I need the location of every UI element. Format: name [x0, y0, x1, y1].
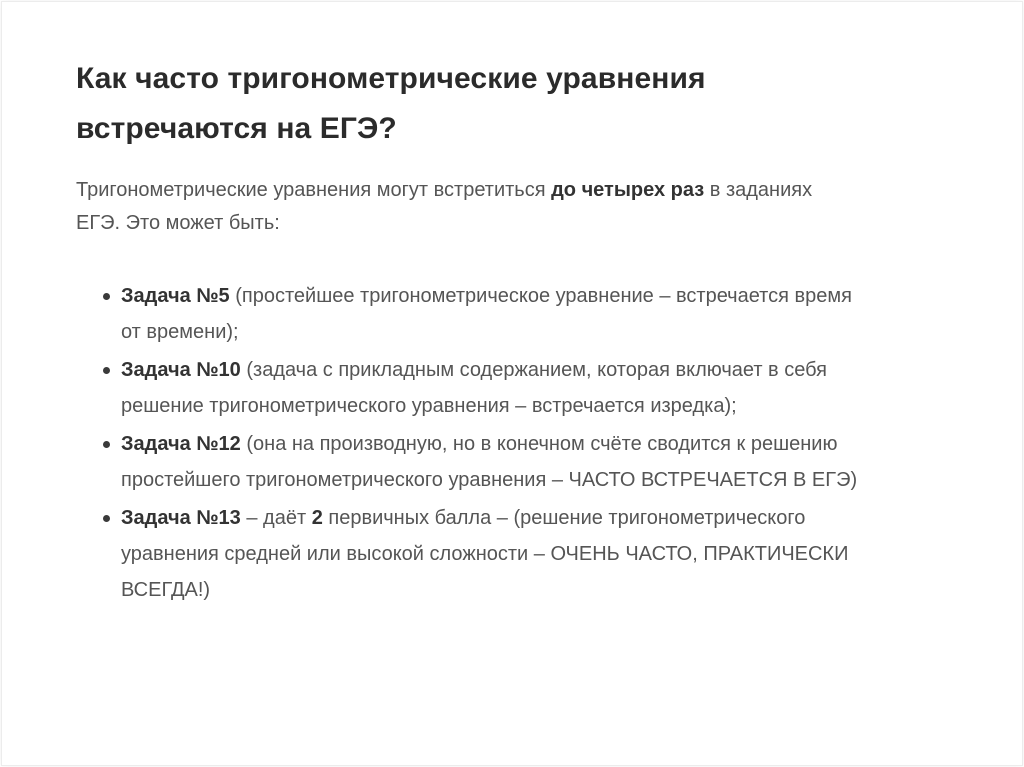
task-description: (она на производную, но в конечном счёте сводится к решению — [240, 433, 838, 455]
slide-content — [76, 54, 956, 610]
intro-line-2: ЕГЭ. Это может быть: — [76, 212, 280, 234]
list-item-task-10 — [76, 352, 956, 424]
task-description: первичных балла – (решение тригонометрического — [322, 507, 806, 529]
task-description-end: ВСЕГДА!) — [121, 579, 211, 601]
intro-emphasis: до четырех раз — [551, 179, 705, 201]
task-label: Задача №10 — [121, 359, 241, 381]
title-line-2: встречаются на ЕГЭ? — [76, 112, 397, 145]
task-label: Задача №12 — [121, 433, 241, 455]
task-description-cont: простейшего тригонометрического уравнения – ЧАСТО ВСТРЕЧАЕТСЯ В ЕГЭ) — [121, 469, 858, 491]
title-line-1: Как часто тригонометрические уравнения — [76, 62, 706, 95]
page-title — [76, 54, 956, 154]
bullet-icon — [103, 441, 110, 448]
task-description-cont: от времени); — [121, 321, 239, 343]
intro-text-end: в заданиях — [704, 179, 813, 201]
task-label: Задача №13 — [121, 507, 241, 529]
task-description-cont: решение тригонометрического уравнения – встречается изредка); — [121, 395, 737, 417]
list-item-task-5 — [76, 278, 956, 350]
task-description-cont: уравнения средней или высокой сложности – ОЧЕНЬ ЧАСТО, ПРАКТИЧЕСКИ — [121, 543, 849, 565]
list-item-task-13 — [76, 500, 956, 608]
bullet-icon — [103, 293, 110, 300]
task-connector: – даёт — [240, 507, 312, 529]
task-description: (задача с прикладным содержанием, которая включает в себя — [240, 359, 827, 381]
task-list — [76, 278, 956, 608]
bullet-icon — [103, 515, 110, 522]
intro-text-start: Тригонометрические уравнения могут встретиться — [76, 179, 552, 201]
slide-frame — [1, 1, 1023, 766]
intro-paragraph — [76, 174, 956, 240]
list-item-task-12 — [76, 426, 956, 498]
task-description: (простейшее тригонометрическое уравнение – встречается время — [229, 285, 852, 307]
task-label: Задача №5 — [121, 285, 230, 307]
bullet-icon — [103, 367, 110, 374]
points-count: 2 — [311, 507, 323, 529]
